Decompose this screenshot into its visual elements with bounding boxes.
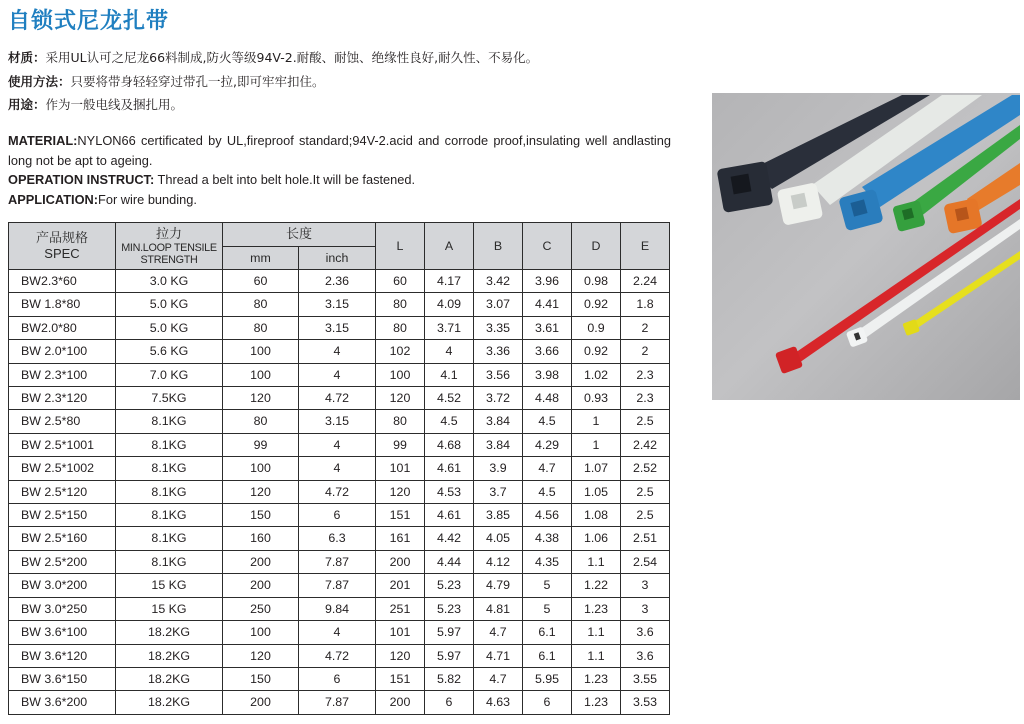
en-material-paragraph <box>8 131 671 170</box>
header-tensile-cn: 拉力 <box>155 226 182 242</box>
cell-tensile: 7.0 KG <box>116 363 223 386</box>
cell-tensile: 18.2KG <box>116 621 223 644</box>
cell-A: 4.09 <box>425 293 474 316</box>
cell-L: 201 <box>376 574 425 597</box>
cell-D: 1.1 <box>572 644 621 667</box>
cell-length-mm: 120 <box>223 644 299 667</box>
cell-C: 4.38 <box>523 527 572 550</box>
cn-purpose-line <box>8 93 698 117</box>
cell-A: 4.52 <box>425 387 474 410</box>
cell-length-mm: 80 <box>223 316 299 339</box>
spec-table-body <box>9 270 670 715</box>
cell-D: 1 <box>572 410 621 433</box>
table-row <box>9 363 670 386</box>
cell-D: 0.93 <box>572 387 621 410</box>
cell-length-inch: 4 <box>299 433 376 456</box>
cell-tensile: 8.1KG <box>116 410 223 433</box>
cell-B: 4.12 <box>474 550 523 573</box>
header-E: E <box>621 223 670 270</box>
cell-E: 2.24 <box>621 270 670 293</box>
cell-B: 3.84 <box>474 433 523 456</box>
cell-E: 2.3 <box>621 363 670 386</box>
cell-length-mm: 120 <box>223 480 299 503</box>
cell-A: 5.23 <box>425 574 474 597</box>
cell-tensile: 8.1KG <box>116 504 223 527</box>
cell-E: 2 <box>621 316 670 339</box>
cell-length-inch: 4 <box>299 457 376 480</box>
cell-D: 1.07 <box>572 457 621 480</box>
cn-usage-method-label: 使用方法： <box>8 73 71 89</box>
cell-A: 3.71 <box>425 316 474 339</box>
cell-B: 4.7 <box>474 621 523 644</box>
spec-table <box>8 222 670 715</box>
cell-D: 1.22 <box>572 574 621 597</box>
cell-tensile: 3.0 KG <box>116 270 223 293</box>
cell-E: 2.5 <box>621 504 670 527</box>
cell-A: 4.17 <box>425 270 474 293</box>
cell-B: 4.81 <box>474 597 523 620</box>
cell-C: 6 <box>523 691 572 714</box>
cell-spec: BW 2.5*120 <box>9 480 116 503</box>
cell-length-mm: 60 <box>223 270 299 293</box>
cell-L: 80 <box>376 316 425 339</box>
cell-spec: BW 3.6*120 <box>9 644 116 667</box>
cell-length-mm: 250 <box>223 597 299 620</box>
cell-spec: BW 3.0*200 <box>9 574 116 597</box>
cell-tensile: 8.1KG <box>116 550 223 573</box>
cell-L: 120 <box>376 387 425 410</box>
cell-spec: BW 2.5*1001 <box>9 433 116 456</box>
chinese-description <box>8 46 698 117</box>
cell-length-inch: 4 <box>299 340 376 363</box>
cell-length-inch: 9.84 <box>299 597 376 620</box>
cell-length-mm: 200 <box>223 550 299 573</box>
cell-B: 3.85 <box>474 504 523 527</box>
cell-length-inch: 6 <box>299 667 376 690</box>
en-application-label: APPLICATION: <box>8 191 99 207</box>
cell-B: 4.05 <box>474 527 523 550</box>
cell-L: 102 <box>376 340 425 363</box>
cell-D: 1.23 <box>572 597 621 620</box>
cell-C: 3.66 <box>523 340 572 363</box>
table-row <box>9 504 670 527</box>
cn-purpose-label: 用途： <box>8 97 46 112</box>
cell-E: 1.8 <box>621 293 670 316</box>
header-B: B <box>474 223 523 270</box>
cell-A: 4.61 <box>425 504 474 527</box>
cell-A: 4 <box>425 340 474 363</box>
cell-B: 4.71 <box>474 644 523 667</box>
cell-length-mm: 200 <box>223 574 299 597</box>
cell-B: 3.56 <box>474 363 523 386</box>
cell-D: 1 <box>572 433 621 456</box>
table-row <box>9 270 670 293</box>
cell-D: 1.1 <box>572 550 621 573</box>
cell-length-inch: 6 <box>299 504 376 527</box>
cell-L: 99 <box>376 433 425 456</box>
cell-L: 100 <box>376 363 425 386</box>
en-material-text: NYLON66 certificated by UL,fireproof standard;94V-2.acid and corrode proof,insulating well andlasting long not be apt to ageing. <box>8 133 671 168</box>
cell-length-mm: 120 <box>223 387 299 410</box>
cell-A: 5.97 <box>425 621 474 644</box>
cell-length-mm: 100 <box>223 621 299 644</box>
cell-length-mm: 100 <box>223 340 299 363</box>
cell-D: 1.23 <box>572 667 621 690</box>
cell-A: 4.44 <box>425 550 474 573</box>
cell-L: 151 <box>376 667 425 690</box>
header-inch: inch <box>299 247 376 270</box>
cell-E: 2.51 <box>621 527 670 550</box>
cell-length-inch: 7.87 <box>299 550 376 573</box>
cell-B: 3.42 <box>474 270 523 293</box>
cell-A: 6 <box>425 691 474 714</box>
cell-C: 3.61 <box>523 316 572 339</box>
en-application-text: For wire bunding. <box>98 191 197 207</box>
table-header-row <box>9 223 670 247</box>
cell-length-inch: 4.72 <box>299 387 376 410</box>
cell-D: 0.9 <box>572 316 621 339</box>
table-row <box>9 316 670 339</box>
cell-length-inch: 3.15 <box>299 293 376 316</box>
cell-E: 2.42 <box>621 433 670 456</box>
cell-tensile: 15 KG <box>116 574 223 597</box>
table-row <box>9 574 670 597</box>
cell-L: 200 <box>376 691 425 714</box>
cell-C: 4.56 <box>523 504 572 527</box>
table-row <box>9 644 670 667</box>
cell-tensile: 5.6 KG <box>116 340 223 363</box>
header-tensile <box>116 223 223 270</box>
cell-tensile: 7.5KG <box>116 387 223 410</box>
cn-purpose-text: 作为一般电线及捆扎用。 <box>45 97 184 112</box>
cell-length-inch: 7.87 <box>299 574 376 597</box>
cell-D: 1.08 <box>572 504 621 527</box>
cell-B: 3.07 <box>474 293 523 316</box>
cell-C: 3.96 <box>523 270 572 293</box>
cell-length-mm: 150 <box>223 667 299 690</box>
cell-L: 80 <box>376 410 425 433</box>
cell-C: 6.1 <box>523 644 572 667</box>
table-row <box>9 480 670 503</box>
cell-D: 1.1 <box>572 621 621 644</box>
cell-tensile: 15 KG <box>116 597 223 620</box>
table-row <box>9 433 670 456</box>
cell-spec: BW2.0*80 <box>9 316 116 339</box>
cell-C: 6.1 <box>523 621 572 644</box>
cell-spec: BW 2.5*80 <box>9 410 116 433</box>
cell-spec: BW 3.6*150 <box>9 667 116 690</box>
en-operation-paragraph <box>8 170 671 190</box>
cell-tensile: 8.1KG <box>116 527 223 550</box>
cell-length-mm: 100 <box>223 457 299 480</box>
header-L: L <box>376 223 425 270</box>
cell-A: 5.82 <box>425 667 474 690</box>
cell-B: 3.9 <box>474 457 523 480</box>
cell-B: 4.7 <box>474 667 523 690</box>
cell-length-inch: 4 <box>299 621 376 644</box>
cn-usage-method-text: 只要将带身轻轻穿过带孔一拉,即可牢牢扣住。 <box>70 73 325 89</box>
cell-spec: BW 2.5*1002 <box>9 457 116 480</box>
en-operation-label: OPERATION INSTRUCT: <box>8 172 155 187</box>
cell-A: 4.53 <box>425 480 474 503</box>
cell-D: 1.23 <box>572 691 621 714</box>
cell-length-mm: 100 <box>223 363 299 386</box>
table-row <box>9 457 670 480</box>
cell-D: 0.98 <box>572 270 621 293</box>
cell-tensile: 5.0 KG <box>116 316 223 339</box>
cell-A: 5.23 <box>425 597 474 620</box>
cell-length-inch: 3.15 <box>299 316 376 339</box>
table-row <box>9 550 670 573</box>
table-row <box>9 293 670 316</box>
cell-length-inch: 3.15 <box>299 410 376 433</box>
header-length <box>223 223 376 247</box>
cell-tensile: 8.1KG <box>116 480 223 503</box>
header-tensile-en2: STRENGTH <box>140 253 198 266</box>
cell-E: 2.5 <box>621 410 670 433</box>
english-description <box>8 131 671 209</box>
cell-C: 5.95 <box>523 667 572 690</box>
cell-spec: BW 3.6*200 <box>9 691 116 714</box>
en-operation-text: Thread a belt into belt hole.It will be fastened. <box>154 172 416 187</box>
cell-L: 101 <box>376 621 425 644</box>
header-tensile-en1: MIN.LOOP TENSILE <box>121 241 217 254</box>
cell-length-mm: 160 <box>223 527 299 550</box>
cable-ties-illustration <box>712 93 1020 400</box>
cell-B: 3.36 <box>474 340 523 363</box>
table-row <box>9 597 670 620</box>
cell-L: 60 <box>376 270 425 293</box>
cell-A: 4.5 <box>425 410 474 433</box>
table-row <box>9 667 670 690</box>
cell-length-mm: 200 <box>223 691 299 714</box>
cell-D: 1.05 <box>572 480 621 503</box>
cell-C: 4.48 <box>523 387 572 410</box>
cell-spec: BW 2.0*100 <box>9 340 116 363</box>
cell-B: 3.7 <box>474 480 523 503</box>
table-row <box>9 410 670 433</box>
cell-C: 5 <box>523 574 572 597</box>
header-length-cn: 长度 <box>285 227 312 242</box>
header-mm: mm <box>223 247 299 270</box>
table-row <box>9 340 670 363</box>
cell-B: 3.35 <box>474 316 523 339</box>
cell-A: 4.42 <box>425 527 474 550</box>
cell-C: 4.5 <box>523 480 572 503</box>
cell-tensile: 18.2KG <box>116 691 223 714</box>
cell-length-inch: 6.3 <box>299 527 376 550</box>
cell-L: 101 <box>376 457 425 480</box>
cell-E: 2.54 <box>621 550 670 573</box>
cell-B: 4.79 <box>474 574 523 597</box>
cell-length-mm: 80 <box>223 293 299 316</box>
cell-L: 251 <box>376 597 425 620</box>
cell-E: 3.6 <box>621 644 670 667</box>
cell-C: 4.29 <box>523 433 572 456</box>
cn-material-text: 采用UL认可之尼龙66料制成,防火等级94V-2.耐酸、耐蚀、绝缘性良好,耐久性、不易化。 <box>45 50 539 65</box>
cell-spec: BW 2.3*120 <box>9 387 116 410</box>
table-row <box>9 621 670 644</box>
cell-E: 2 <box>621 340 670 363</box>
cell-E: 3 <box>621 574 670 597</box>
cell-length-mm: 150 <box>223 504 299 527</box>
cell-E: 3 <box>621 597 670 620</box>
cell-C: 4.5 <box>523 410 572 433</box>
table-row <box>9 387 670 410</box>
cell-L: 120 <box>376 480 425 503</box>
cell-D: 0.92 <box>572 293 621 316</box>
cell-E: 2.52 <box>621 457 670 480</box>
cell-spec: BW 3.0*250 <box>9 597 116 620</box>
cell-length-mm: 99 <box>223 433 299 456</box>
cell-L: 161 <box>376 527 425 550</box>
cell-length-inch: 7.87 <box>299 691 376 714</box>
cell-spec: BW 1.8*80 <box>9 293 116 316</box>
cell-D: 1.02 <box>572 363 621 386</box>
cell-C: 4.35 <box>523 550 572 573</box>
cable-ties-photo <box>712 93 1020 400</box>
cell-B: 4.63 <box>474 691 523 714</box>
cell-C: 5 <box>523 597 572 620</box>
cell-A: 4.1 <box>425 363 474 386</box>
cell-E: 3.6 <box>621 621 670 644</box>
cell-D: 1.06 <box>572 527 621 550</box>
cell-length-inch: 4.72 <box>299 480 376 503</box>
header-C: C <box>523 223 572 270</box>
cn-material-label: 材质： <box>8 50 46 65</box>
header-spec <box>9 223 116 270</box>
cell-L: 151 <box>376 504 425 527</box>
cell-length-inch: 4 <box>299 363 376 386</box>
en-application-paragraph <box>8 190 671 210</box>
cell-E: 3.55 <box>621 667 670 690</box>
cell-length-mm: 80 <box>223 410 299 433</box>
cell-spec: BW 2.5*200 <box>9 550 116 573</box>
cell-B: 3.84 <box>474 410 523 433</box>
cell-tensile: 18.2KG <box>116 644 223 667</box>
header-spec-cn: 产品规格 <box>35 231 88 246</box>
header-D: D <box>572 223 621 270</box>
cn-material-line <box>8 46 698 70</box>
cell-tensile: 18.2KG <box>116 667 223 690</box>
cell-D: 0.92 <box>572 340 621 363</box>
cell-E: 3.53 <box>621 691 670 714</box>
cell-C: 4.41 <box>523 293 572 316</box>
cell-A: 4.68 <box>425 433 474 456</box>
page-title: 自锁式尼龙扎带 <box>8 9 170 34</box>
cell-tensile: 5.0 KG <box>116 293 223 316</box>
cell-B: 3.72 <box>474 387 523 410</box>
cell-tensile: 8.1KG <box>116 457 223 480</box>
cn-usage-method-line <box>8 70 698 94</box>
cell-A: 4.61 <box>425 457 474 480</box>
cell-spec: BW 3.6*100 <box>9 621 116 644</box>
cell-C: 3.98 <box>523 363 572 386</box>
en-material-label: MATERIAL: <box>8 133 78 148</box>
cell-spec: BW2.3*60 <box>9 270 116 293</box>
cell-spec: BW 2.3*100 <box>9 363 116 386</box>
cell-spec: BW 2.5*150 <box>9 504 116 527</box>
cell-tensile: 8.1KG <box>116 433 223 456</box>
cell-L: 80 <box>376 293 425 316</box>
cell-spec: BW 2.5*160 <box>9 527 116 550</box>
table-row <box>9 691 670 714</box>
cell-E: 2.5 <box>621 480 670 503</box>
cell-L: 200 <box>376 550 425 573</box>
table-row <box>9 527 670 550</box>
cell-L: 120 <box>376 644 425 667</box>
header-A: A <box>425 223 474 270</box>
cell-length-inch: 4.72 <box>299 644 376 667</box>
cell-A: 5.97 <box>425 644 474 667</box>
cell-C: 4.7 <box>523 457 572 480</box>
cell-E: 2.3 <box>621 387 670 410</box>
header-spec-en: SPEC <box>44 246 80 261</box>
cell-length-inch: 2.36 <box>299 270 376 293</box>
